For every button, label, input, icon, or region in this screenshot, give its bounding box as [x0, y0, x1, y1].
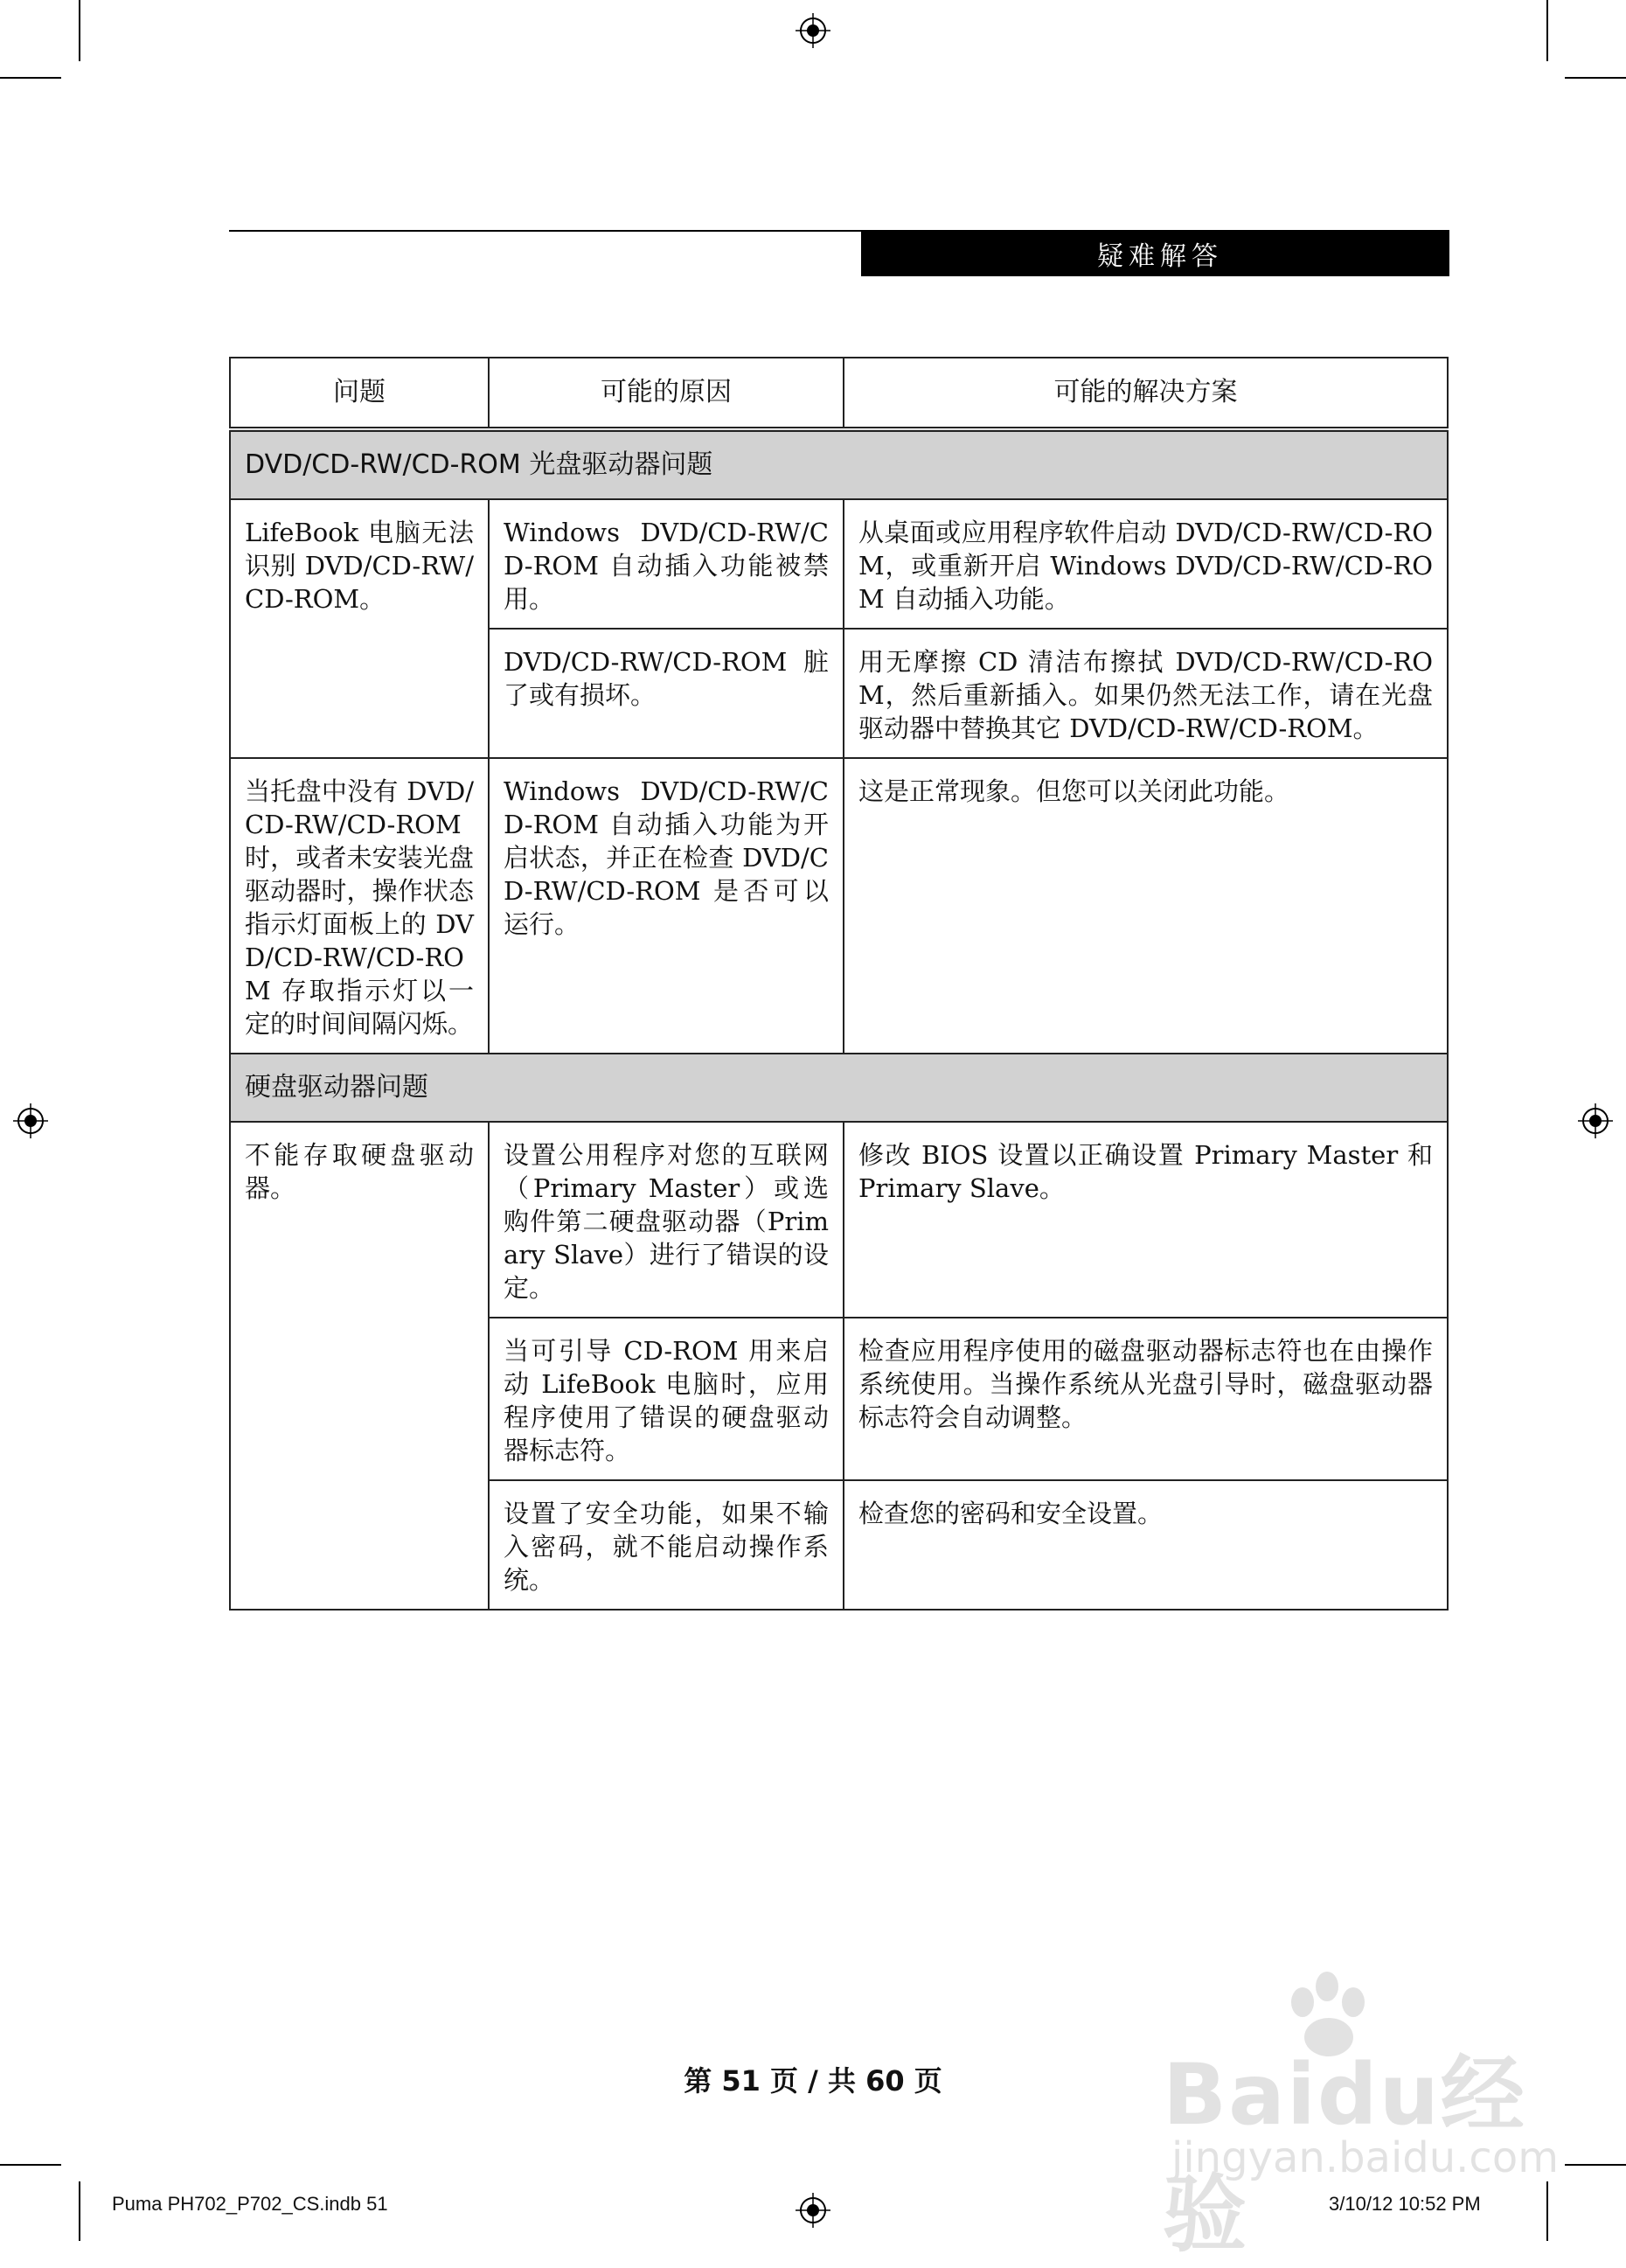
cause-cell: 当可引导 CD-ROM 用来启动 LifeBook 电脑时，应用程序使用了错误的硬盘驱动器标志符。 [489, 1318, 844, 1480]
registration-mark-icon [796, 13, 830, 48]
registration-mark-icon [13, 1103, 48, 1138]
section-title-hard-drive: 硬盘驱动器问题 [230, 1054, 1448, 1122]
solution-cell: 这是正常现象。但您可以关闭此功能。 [844, 758, 1448, 1054]
watermark-brand: Baidu经验 [1163, 2046, 1526, 2264]
table-row [230, 499, 1448, 629]
column-header-problem: 问题 [230, 358, 489, 429]
table-row [230, 758, 1448, 1054]
registration-mark-icon [796, 2193, 830, 2228]
crop-mark [0, 77, 61, 79]
section-title: 疑难解答 [861, 230, 1449, 276]
troubleshooting-table [229, 357, 1449, 1611]
solution-cell: 用无摩擦 CD 清洁布擦拭 DVD/CD-RW/CD-ROM，然后重新插入。如果仍然无法工作，请在光盘驱动器中替换其它 DVD/CD-RW/CD-ROM。 [844, 629, 1448, 758]
crop-mark [79, 0, 80, 61]
cause-cell: 设置了安全功能，如果不输入密码，就不能启动操作系统。 [489, 1480, 844, 1610]
crop-mark [0, 2164, 61, 2166]
page-number: 第 51 页 / 共 60 页 [684, 2064, 942, 2098]
section-row [230, 429, 1448, 499]
crop-mark [1565, 2164, 1626, 2166]
cause-cell: DVD/CD-RW/CD-ROM 脏了或有损坏。 [489, 629, 844, 758]
crop-mark [1565, 77, 1626, 79]
table-header-row [230, 358, 1448, 429]
footer-file: Puma PH702_P702_CS.indb 51 [112, 2193, 388, 2215]
table-row [230, 1122, 1448, 1318]
section-row [230, 1054, 1448, 1122]
solution-cell: 检查应用程序使用的磁盘驱动器标志符也在由操作系统使用。当操作系统从光盘引导时，磁盘驱动器标志符会自动调整。 [844, 1318, 1448, 1480]
footer-datetime: 3/10/12 10:52 PM [1329, 2193, 1481, 2215]
solution-cell: 从桌面或应用程序软件启动 DVD/CD-RW/CD-ROM，或重新开启 Windows DVD/CD-RW/CD-ROM 自动插入功能。 [844, 499, 1448, 629]
column-header-solution: 可能的解决方案 [844, 358, 1448, 429]
cause-cell: 设置公用程序对您的互联网（Primary Master）或选购件第二硬盘驱动器（Primary Slave）进行了错误的设定。 [489, 1122, 844, 1318]
crop-mark [1546, 0, 1548, 61]
watermark-url: jingyan.baidu.com [1171, 2133, 1559, 2182]
solution-cell: 修改 BIOS 设置以正确设置 Primary Master 和 Primary Slave。 [844, 1122, 1448, 1318]
problem-cell: 当托盘中没有 DVD/CD-RW/CD-ROM 时，或者未安装光盘驱动器时，操作状态指示灯面板上的 DVD/CD-RW/CD-ROM 存取指示灯以一定的时间间隔闪烁。 [230, 758, 489, 1054]
crop-mark [79, 2181, 80, 2241]
solution-cell: 检查您的密码和安全设置。 [844, 1480, 1448, 1610]
section-title-optical: DVD/CD-RW/CD-ROM 光盘驱动器问题 [230, 429, 1448, 499]
problem-cell: LifeBook 电脑无法识别 DVD/CD-RW/CD-ROM。 [230, 499, 489, 758]
header-rule [229, 230, 861, 232]
cause-cell: Windows DVD/CD-RW/CD-ROM 自动插入功能为开启状态，并正在检查 DVD/CD-RW/CD-ROM 是否可以运行。 [489, 758, 844, 1054]
column-header-cause: 可能的原因 [489, 358, 844, 429]
problem-cell: 不能存取硬盘驱动器。 [230, 1122, 489, 1610]
cause-cell: Windows DVD/CD-RW/CD-ROM 自动插入功能被禁用。 [489, 499, 844, 629]
registration-mark-icon [1578, 1103, 1613, 1138]
